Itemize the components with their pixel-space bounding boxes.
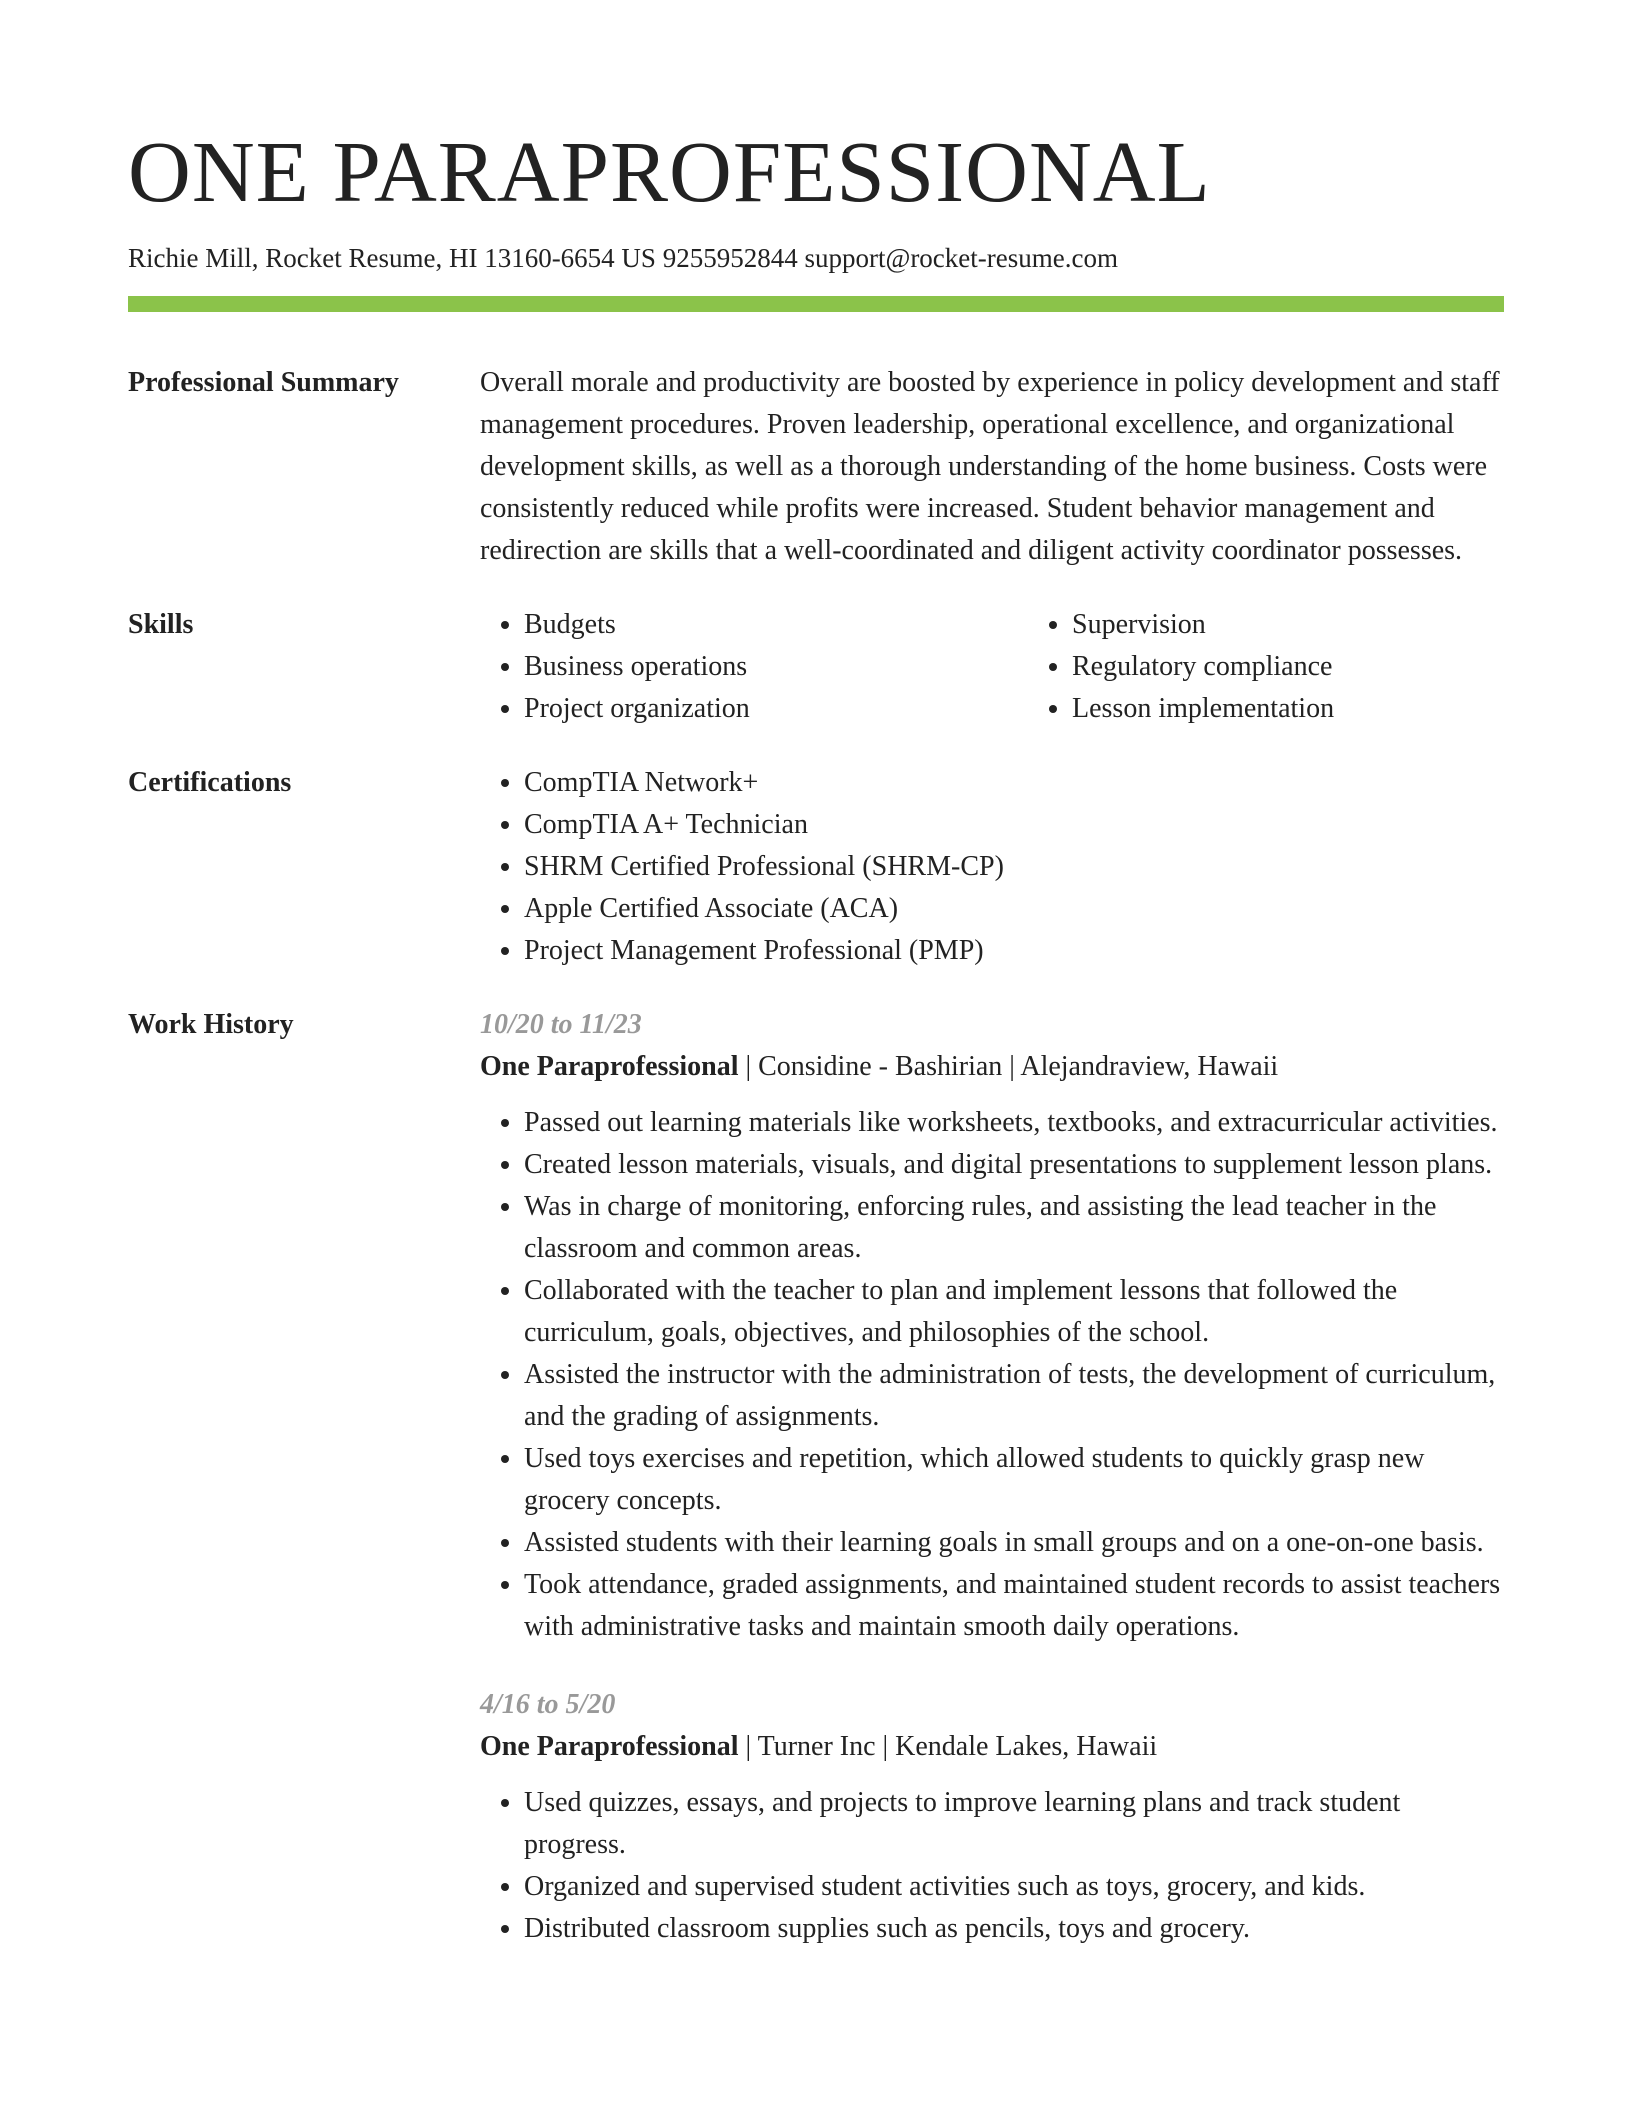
skill-item: • Regulatory compliance xyxy=(1072,646,1576,688)
job-date: 4/16 to 5/20 xyxy=(480,1689,616,1720)
certification-item: • CompTIA A+ Technician xyxy=(524,804,1504,846)
summary-text: Overall morale and productivity are boosted by experience in policy development and staff management procedures. Proven leadership, operational excellence, and organizational development skills, as well as a thorough understanding of the home business. Costs were consistently reduced while profits were increased. Student behavior management and redirection are skills that a well-coordinated and diligent activity coordinator possesses. xyxy=(480,367,1500,566)
job-bullet: • Used toys exercises and repetition, which allowed students to quickly grasp new grocery concepts. xyxy=(524,1438,1504,1522)
skills-list-right xyxy=(1028,604,1576,730)
job-bullet: • Created lesson materials, visuals, and digital presentations to supplement lesson plans. xyxy=(524,1144,1504,1186)
section-title: Work History xyxy=(128,1009,294,1040)
accent-divider xyxy=(128,296,1504,312)
professional-summary-section xyxy=(128,362,1504,572)
skills-columns xyxy=(480,604,1576,730)
resume-page xyxy=(128,0,1504,1950)
job-bullet: • Assisted the instructor with the administration of tests, the development of curriculum, and the grading of assignments. xyxy=(524,1354,1504,1438)
job-bullets xyxy=(480,1102,1504,1648)
certifications-section xyxy=(128,762,1504,972)
certifications-list xyxy=(480,762,1504,972)
section-title: Professional Summary xyxy=(128,367,399,398)
job-entry xyxy=(480,1004,1504,1648)
candidate-name: ONE PARAPROFESSIONAL xyxy=(128,123,1211,220)
job-company-location: | Considine - Bashirian | Alejandraview, Hawaii xyxy=(738,1051,1279,1082)
skill-item: • Budgets xyxy=(524,604,1028,646)
skills-list-left xyxy=(480,604,1028,730)
job-bullet: • Collaborated with the teacher to plan and implement lessons that followed the curriculum, goals, objectives, and philosophies of the school. xyxy=(524,1270,1504,1354)
job-date: 10/20 to 11/23 xyxy=(480,1009,642,1040)
section-title: Certifications xyxy=(128,767,292,798)
job-bullet: • Was in charge of monitoring, enforcing rules, and assisting the lead teacher in the classroom and common areas. xyxy=(524,1186,1504,1270)
job-title: One Paraprofessional xyxy=(480,1051,739,1082)
job-bullet: • Assisted students with their learning goals in small groups and on a one-on-one basis. xyxy=(524,1522,1504,1564)
contact-line: Richie Mill, Rocket Resume, HI 13160-6654 US 9255952844 support@rocket-resume.com xyxy=(128,243,1118,273)
job-title: One Paraprofessional xyxy=(480,1731,739,1762)
skill-item: • Business operations xyxy=(524,646,1028,688)
certification-item: • Project Management Professional (PMP) xyxy=(524,930,1504,972)
certifications-body xyxy=(480,762,1504,972)
work-history-section xyxy=(128,1004,1504,1950)
skill-item: • Lesson implementation xyxy=(1072,688,1576,730)
job-bullet: • Took attendance, graded assignments, and maintained student records to assist teachers with administrative tasks and maintain smooth daily operations. xyxy=(524,1564,1504,1648)
certification-item: • Apple Certified Associate (ACA) xyxy=(524,888,1504,930)
section-title: Skills xyxy=(128,609,194,640)
skill-item: • Project organization xyxy=(524,688,1028,730)
job-company-location: | Turner Inc | Kendale Lakes, Hawaii xyxy=(738,1731,1158,1762)
certification-item: • SHRM Certified Professional (SHRM-CP) xyxy=(524,846,1504,888)
job-title-line xyxy=(480,1726,1504,1768)
job-bullet: • Passed out learning materials like worksheets, textbooks, and extracurricular activities. xyxy=(524,1102,1504,1144)
skill-item: • Supervision xyxy=(1072,604,1576,646)
job-bullet: • Used quizzes, essays, and projects to improve learning plans and track student progress. xyxy=(524,1782,1504,1866)
job-bullet: • Organized and supervised student activities such as toys, grocery, and kids. xyxy=(524,1866,1504,1908)
job-title-line xyxy=(480,1046,1504,1088)
skills-section xyxy=(128,604,1504,730)
job-bullet: • Distributed classroom supplies such as pencils, toys and grocery. xyxy=(524,1908,1504,1950)
certification-item: • CompTIA Network+ xyxy=(524,762,1504,804)
job-entry xyxy=(480,1684,1504,1950)
job-bullets xyxy=(480,1782,1504,1950)
work-history-body xyxy=(480,1004,1504,1950)
